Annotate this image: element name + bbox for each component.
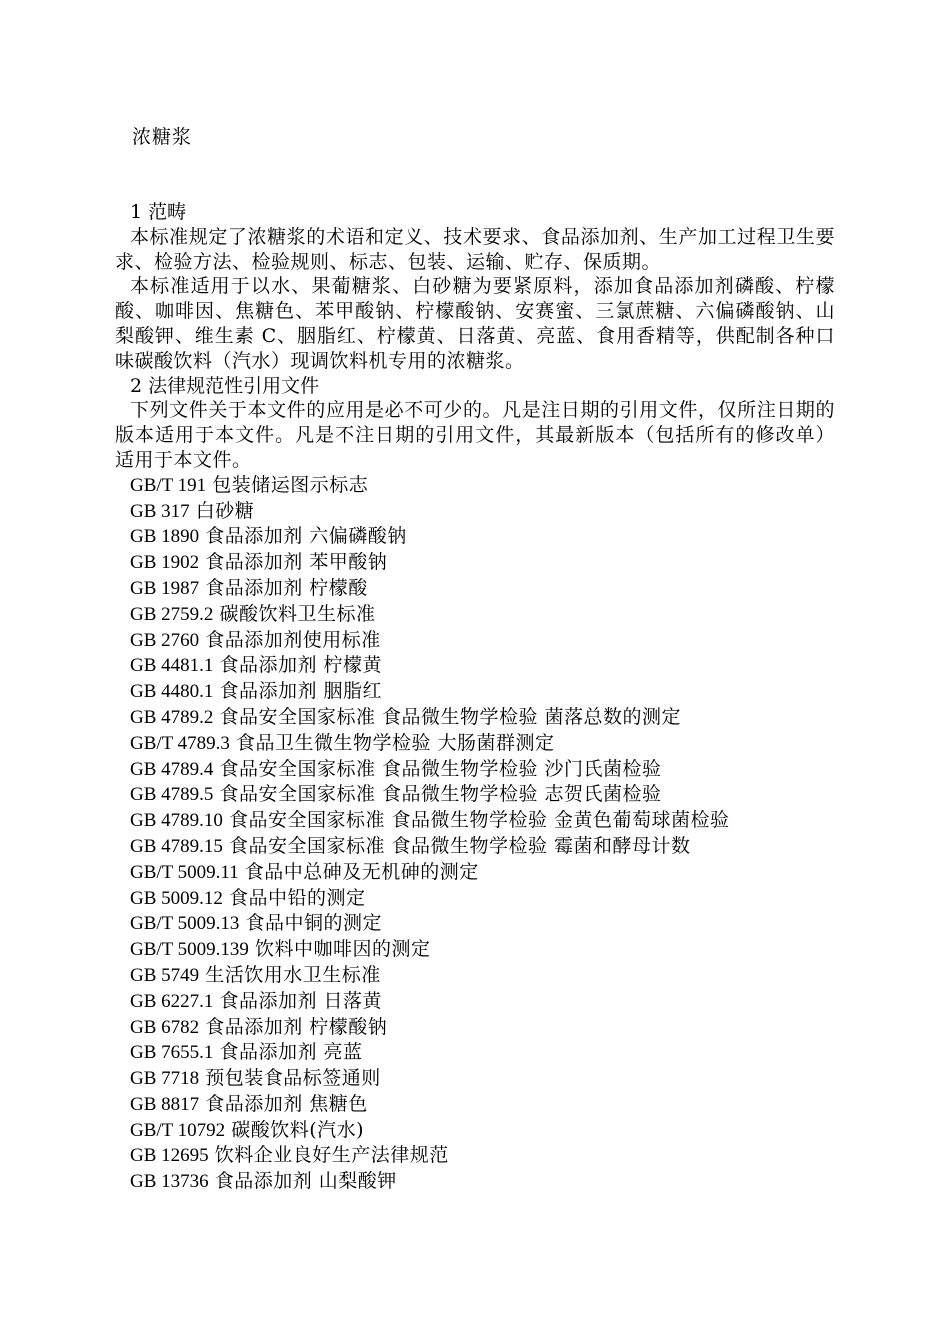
reference-code: GB 12695 (130, 1145, 209, 1167)
reference-code: GB/T 5009.11 (130, 861, 239, 883)
reference-name: 食品添加剂 胭脂红 (219, 680, 382, 703)
reference-item (130, 1143, 835, 1169)
section-1-paragraph-1: 本标准规定了浓糖浆的术语和定义、技术要求、食品添加剂、生产加工过程卫生要求、检验方法、检验规则、标志、包装、运输、贮存、保质期。 (115, 225, 835, 273)
reference-code: GB 4789.2 (130, 706, 214, 728)
reference-list (115, 473, 835, 1195)
section-2-heading: 2 法律规范性引用文件 (130, 374, 320, 397)
reference-name: 食品添加剂 柠檬酸 (205, 576, 368, 599)
reference-code: GB 2760 (130, 629, 200, 651)
reference-item (130, 911, 835, 937)
reference-code: GB 4480.1 (130, 681, 214, 703)
reference-name: 碳酸饮料(汽水) (231, 1118, 365, 1141)
reference-item (130, 576, 835, 602)
reference-item (130, 1040, 835, 1066)
reference-item (130, 679, 835, 705)
reference-item (130, 1118, 835, 1144)
reference-name: 包装储运图示标志 (212, 473, 369, 496)
reference-item (130, 1092, 835, 1118)
reference-code: GB 4789.10 (130, 810, 223, 832)
reference-item (130, 550, 835, 576)
reference-code: GB 4481.1 (130, 655, 214, 677)
reference-name: 食品添加剂 柠檬酸钠 (205, 1015, 388, 1038)
reference-code: GB 13736 (130, 1171, 209, 1193)
reference-item (130, 860, 835, 886)
reference-name: 食品安全国家标准 食品微生物学检验 志贺氏菌检验 (219, 783, 662, 806)
reference-name: 食品添加剂 亮蓝 (219, 1041, 363, 1064)
reference-name: 食品添加剂 山梨酸钾 (214, 1170, 397, 1193)
reference-item (130, 524, 835, 550)
reference-item (130, 757, 835, 783)
reference-item (130, 937, 835, 963)
reference-item (130, 782, 835, 808)
reference-item (130, 602, 835, 628)
reference-item (130, 1169, 835, 1195)
reference-code: GB 4789.5 (130, 784, 214, 806)
reference-item (130, 808, 835, 834)
reference-item (130, 1015, 835, 1041)
reference-code: GB 317 (130, 500, 190, 522)
reference-name: 食品添加剂 六偏磷酸钠 (205, 525, 407, 548)
document-title: 浓糖浆 (132, 126, 193, 148)
reference-code: GB/T 4789.3 (130, 732, 230, 754)
reference-item (130, 705, 835, 731)
reference-name: 预包装食品标签通则 (205, 1067, 381, 1090)
reference-name: 生活饮用水卫生标准 (205, 963, 381, 986)
reference-code: GB 7718 (130, 1068, 200, 1090)
reference-code: GB 1902 (130, 552, 200, 574)
reference-item (130, 886, 835, 912)
reference-code: GB 1890 (130, 526, 200, 548)
reference-name: 食品安全国家标准 食品微生物学检验 菌落总数的测定 (219, 705, 682, 728)
reference-item (130, 628, 835, 654)
reference-name: 食品添加剂使用标准 (205, 628, 381, 651)
reference-name: 食品安全国家标准 食品微生物学检验 霉菌和酵母计数 (228, 834, 691, 857)
reference-item (130, 1066, 835, 1092)
reference-code: GB 1987 (130, 577, 200, 599)
reference-item (130, 731, 835, 757)
reference-name: 饮料中咖啡因的测定 (254, 938, 431, 961)
reference-code: GB 6782 (130, 1016, 200, 1038)
reference-name: 碳酸饮料卫生标准 (219, 602, 376, 625)
reference-code: GB/T 5009.13 (130, 913, 240, 935)
reference-name: 食品安全国家标准 食品微生物学检验 金黄色葡萄球菌检验 (228, 809, 730, 832)
reference-item (130, 653, 835, 679)
reference-name: 食品添加剂 焦糖色 (205, 1092, 368, 1115)
reference-name: 食品中铜的测定 (245, 912, 382, 935)
reference-item (130, 989, 835, 1015)
reference-item (130, 473, 835, 499)
reference-name: 食品安全国家标准 食品微生物学检验 沙门氏菌检验 (219, 757, 662, 780)
reference-code: GB 4789.4 (130, 758, 214, 780)
reference-code: GB 5749 (130, 964, 200, 986)
reference-name: 食品卫生微生物学检验 大肠菌群测定 (235, 731, 555, 754)
section-2-paragraph-1: 下列文件关于本文件的应用是必不可少的。凡是注日期的引用文件，仅所注日期的版本适用于本文件。凡是不注日期的引用文件，其最新版本（包括所有的修改单）适用于本文件。 (115, 399, 835, 471)
reference-name: 食品中铅的测定 (228, 886, 366, 909)
reference-item (130, 834, 835, 860)
section-1-paragraph-2: 本标准适用于以水、果葡糖浆、白砂糖为要紧原料，添加食品添加剂磷酸、柠檬酸、咖啡因、焦糖色、苯甲酸钠、柠檬酸钠、安赛蜜、三氯蔗糖、六偏磷酸钠、山梨酸钾、维生素 C、胭脂红、柠檬黄、日落黄、亮蓝、食用香精等，供配制各种口味碳酸饮料（汽水）现调饮料机专用的浓糖浆。 (115, 275, 835, 372)
reference-name: 白砂糖 (195, 499, 255, 522)
reference-code: GB 6227.1 (130, 990, 214, 1012)
reference-code: GB 2759.2 (130, 603, 214, 625)
document-body (115, 200, 835, 1195)
section-1-heading: 1 范畴 (130, 201, 187, 223)
reference-name: 食品中总砷及无机砷的测定 (244, 860, 479, 883)
reference-item (130, 963, 835, 989)
reference-code: GB/T 191 (130, 474, 207, 496)
reference-name: 食品添加剂 日落黄 (219, 989, 382, 1012)
reference-code: GB/T 5009.139 (130, 939, 249, 961)
reference-code: GB/T 10792 (130, 1119, 226, 1141)
reference-code: GB 4789.15 (130, 835, 223, 857)
reference-code: GB 7655.1 (130, 1042, 214, 1064)
reference-name: 食品添加剂 苯甲酸钠 (205, 551, 388, 574)
reference-name: 食品添加剂 柠檬黄 (219, 654, 382, 677)
reference-code: GB 5009.12 (130, 887, 223, 909)
reference-item (130, 499, 835, 525)
reference-name: 饮料企业良好生产法律规范 (214, 1144, 449, 1167)
reference-code: GB 8817 (130, 1093, 200, 1115)
